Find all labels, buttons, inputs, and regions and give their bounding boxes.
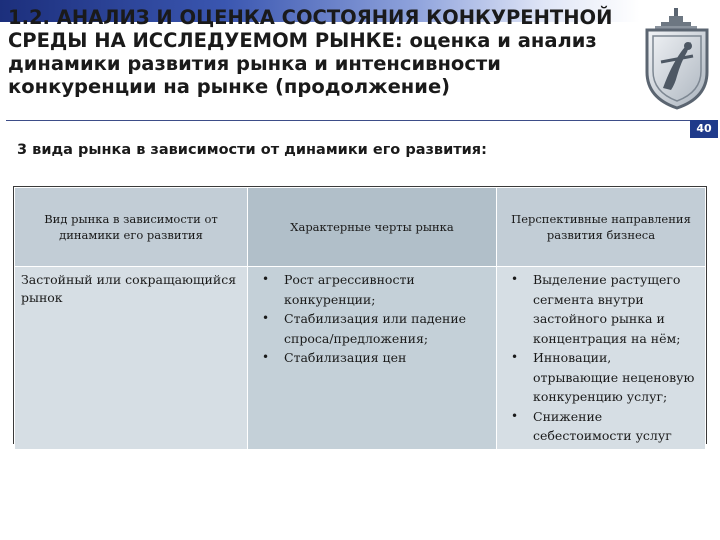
- bullet-icon: •: [511, 272, 519, 286]
- title-rest: оценка и анализ динамики развития рынка и интенсивности конкуренции на рынке (продолжение): [8, 29, 597, 98]
- title-bold: 1.2. АНАЛИЗ И ОЦЕНКА СОСТОЯНИЯ КОНКУРЕНТНОЙ СРЕДЫ НА ИССЛЕДУЕМОМ РЫНКЕ:: [8, 6, 613, 52]
- bullet-icon: •: [511, 350, 519, 364]
- market-types-table: [13, 186, 707, 444]
- subtitle: 3 вида рынка в зависимости от динамики его развития:: [17, 142, 487, 158]
- university-emblem-icon: [641, 6, 713, 110]
- header-market-type: Вид рынка в зависимости от динамики его развития: [15, 188, 248, 267]
- table-row: [15, 267, 706, 450]
- header-market-features: Характерные черты рынка: [248, 188, 497, 267]
- title-divider: [6, 120, 718, 121]
- list-item: • Стабилизация или падение спроса/предложения;: [262, 311, 467, 346]
- table-header-row: [15, 188, 706, 267]
- bullet-icon: •: [262, 350, 270, 364]
- list-item: • Снижение себестоимости услуг: [511, 408, 672, 443]
- bullet-icon: •: [262, 311, 270, 325]
- bullet-icon: •: [511, 408, 519, 423]
- list-item: • Выделение растущего сегмента внутри застойного рынка и концентрация на нём;: [511, 272, 681, 346]
- bullet-icon: •: [262, 272, 270, 286]
- directions-list: [501, 270, 699, 446]
- page-title: [8, 6, 648, 98]
- list-item: • Стабилизация цен: [252, 348, 490, 368]
- header-business-directions: Перспективные направления развития бизнеса: [497, 188, 706, 267]
- cell-market-features: [248, 267, 497, 450]
- list-item: • Рост агрессивности конкуренции;: [262, 272, 415, 307]
- cell-business-directions: [497, 267, 706, 450]
- list-item: • Инновации, отрывающие неценовую конкуренцию услуг;: [511, 350, 695, 404]
- features-list: [252, 270, 490, 368]
- page-number-badge: 40: [690, 120, 718, 138]
- cell-market-type: Застойный или сокращающийся рынок: [15, 267, 248, 450]
